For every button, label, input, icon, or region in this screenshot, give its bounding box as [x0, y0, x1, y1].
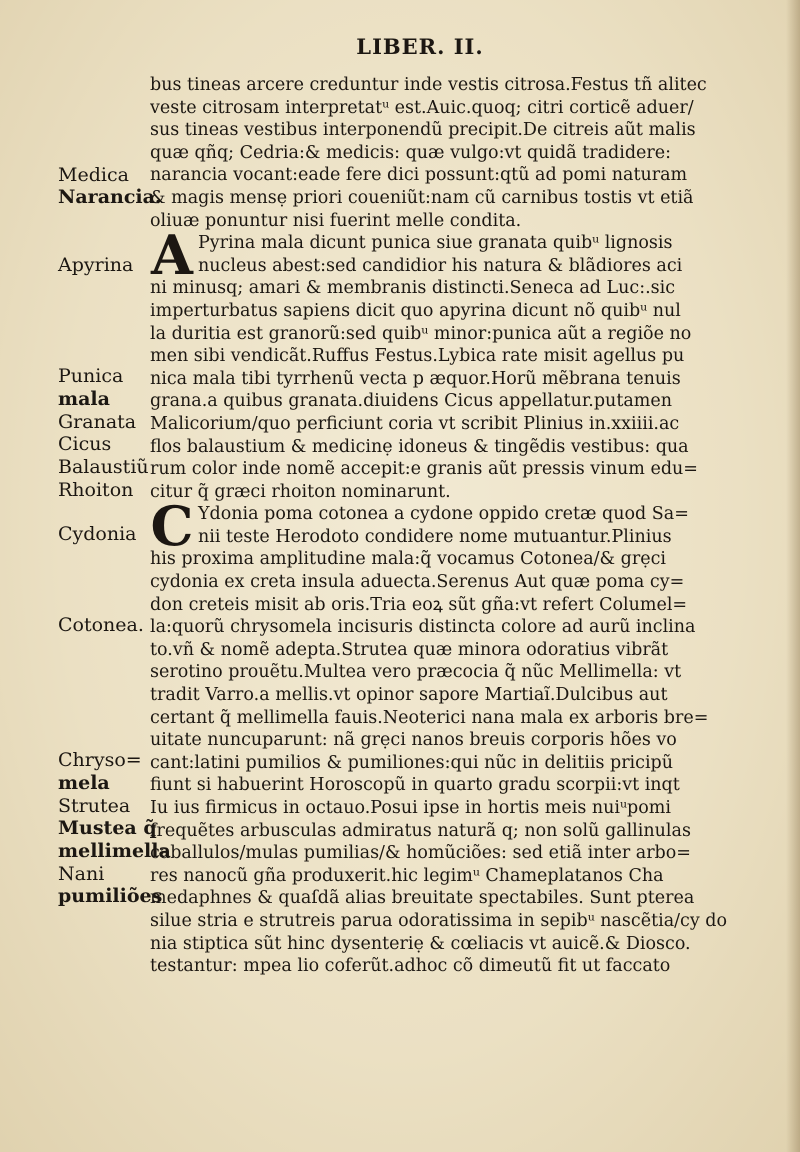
- text-line: res nanocũ gña produxerit.hic legimᵘ Chameplatanos Cha: [150, 865, 664, 886]
- margin-note: Chryso=: [58, 749, 142, 771]
- text-line: to.vñ & nomẽ adepta.Strutea quæ minora odoratius vibrãt: [150, 639, 669, 660]
- text-line: imperturbatus sapiens dicit quo apyrina dicunt nõ quibᵘ nul: [150, 300, 681, 321]
- text-line: men sibi vendicãt.Ruffus Festus.Lybica rate misit agellus pu: [150, 346, 685, 367]
- paragraph-apyrina: [150, 223, 790, 503]
- text-line: flos balaustium & medicinẹ idoneus & tingẽdis vestibus: qua: [150, 436, 689, 457]
- text-line: certant q̃ mellimella fauis.Neoterici nana mala ex arboris bre=: [150, 707, 709, 728]
- text-line: citur q̃ græci rhoiton nominarunt.: [150, 481, 451, 502]
- text-line: la:quorũ chrysomela incisuris distincta colore ad aurũ inclina: [150, 617, 696, 638]
- text-line: Malicorium/quo perficiunt coria vt scribit Plinius in.xxiiii.ac: [150, 413, 680, 434]
- margin-note: Cydonia: [58, 523, 137, 545]
- margin-note: pumiliões: [58, 885, 163, 907]
- drop-cap-initial: A: [151, 223, 193, 288]
- margin-note: Cicus: [58, 433, 112, 455]
- margin-note: Apyrina: [58, 254, 134, 276]
- text-line: rum color inde nomẽ accepit:e granis aũt pressis vinum edu=: [150, 459, 698, 480]
- text-line: tradit Varro.a mellis.vt opinor sapore Martiaĩ.Dulcibus aut: [150, 685, 668, 706]
- text-line: silue stria e strutreis parua odoratissima in sepibᵘ nascẽtia/cy do: [150, 910, 728, 931]
- text-line: quæ qñq; Cedria:& medicis: quæ vulgo:vt quidã tradidere:: [150, 142, 672, 163]
- margin-note: mela: [58, 772, 110, 794]
- margin-note: mala: [58, 388, 110, 410]
- text-line: frequẽtes arbusculas admiratus naturã q; non solũ gallinulas: [150, 820, 691, 841]
- text-line: oliuæ ponuntur nisi fuerint melle condita.: [150, 210, 522, 231]
- margin-note: Cotonea.: [58, 614, 144, 636]
- text-line: don creteis misit ab oris.Tria eoꝝ sũt gña:vt refert Columel=: [150, 594, 688, 615]
- text-line: cant:latini pumilios & pumiliones:qui nũc in delitiis pricipũ: [150, 752, 674, 773]
- margin-note: Mustea q̃: [58, 817, 157, 839]
- margin-note: Punica: [58, 365, 124, 387]
- text-line: nii teste Herodoto condidere nome mutuantur.Plinius: [198, 526, 672, 547]
- text-line: nia stiptica sũt hinc dysenteriẹ & cœliacis vt auicẽ.& Diosco.: [150, 933, 691, 954]
- margin-note: Balaustiũ: [58, 456, 149, 478]
- text-line: testantur: mpea lio coferũt.adhoc cõ dimeutũ fit ut faccato: [150, 956, 671, 977]
- text-line: Pyrina mala dicunt punica siue granata quibᵘ lignosis: [198, 233, 673, 254]
- margin-note: Narancia.: [58, 186, 162, 208]
- margin-note: Rhoiton: [58, 479, 134, 501]
- text-line: sus tineas vestibus interponendũ precipit.De citreis aũt malis: [150, 120, 696, 141]
- margin-note: Nani: [58, 863, 105, 885]
- margin-note: mellimella: [58, 840, 171, 862]
- text-line: Iu ius firmicus in octauo.Posui ipse in hortis meis nuiᵘpomi: [150, 798, 671, 818]
- margin-note: Strutea: [58, 795, 131, 817]
- text-line: his proxima amplitudine mala:q̃ vocamus Cotonea/& grẹci: [150, 549, 666, 570]
- text-line: nucleus abest:sed candidior his natura & blãdiores aci: [198, 255, 683, 276]
- paragraph-cydonia: [150, 494, 790, 977]
- text-line: medaphnes & quaſdã alias breuitate spectabiles. Sunt pterea: [150, 888, 695, 909]
- text-line: uitate nuncuparunt: nã grẹci nanos breuis corporis hões vo: [150, 730, 677, 751]
- drop-cap-initial: C: [150, 494, 194, 559]
- text-line: serotino prouẽtu.Multea vero præcocia q̃ nũc Mellimella: vt: [150, 662, 682, 683]
- margin-note: Medica: [58, 164, 129, 186]
- text-line: bus tineas arcere creduntur inde vestis citrosa.Festus tñ alitec: [150, 75, 707, 95]
- text-line: fiunt si habuerint Horoscopũ in quarto gradu scorpii:vt inqt: [150, 775, 680, 796]
- text-line: veste citrosam interpretatᵘ est.Auic.quoq; citri corticẽ aduer/: [150, 97, 694, 118]
- text-line: & magis mensẹ priori coueniũt:nam cũ carnibus tostis vt etiã: [150, 187, 694, 208]
- running-head: LIBER. II.: [356, 34, 484, 59]
- text-line: cydonia ex creta insula aduecta.Serenus Aut quæ poma cy=: [150, 572, 685, 593]
- text-line: caballulos/mulas pumilias/& homũciões: sed etiã inter arbo=: [150, 843, 691, 864]
- text-line: nica mala tibi tyrrhenũ vecta p æquor.Horũ mẽbrana tenuis: [150, 368, 681, 389]
- main-text-column: [150, 74, 790, 978]
- text-line: narancia vocant:eade fere dici possunt:qtũ ad pomi naturam: [150, 165, 688, 186]
- text-line: Ydonia poma cotonea a cydone oppido cretæ quod Sa=: [198, 504, 689, 525]
- margin-note: Granata: [58, 411, 137, 433]
- margin-notes: [0, 0, 171, 1152]
- text-line: grana.a quibus granata.diuidens Cicus appellatur.putamen: [150, 391, 673, 412]
- text-line: la duritia est granorũ:sed quibᵘ minor:punica aũt a regiõe no: [150, 323, 692, 344]
- text-line: ni minusq; amari & membranis distincti.Seneca ad Luc:.sic: [150, 278, 676, 299]
